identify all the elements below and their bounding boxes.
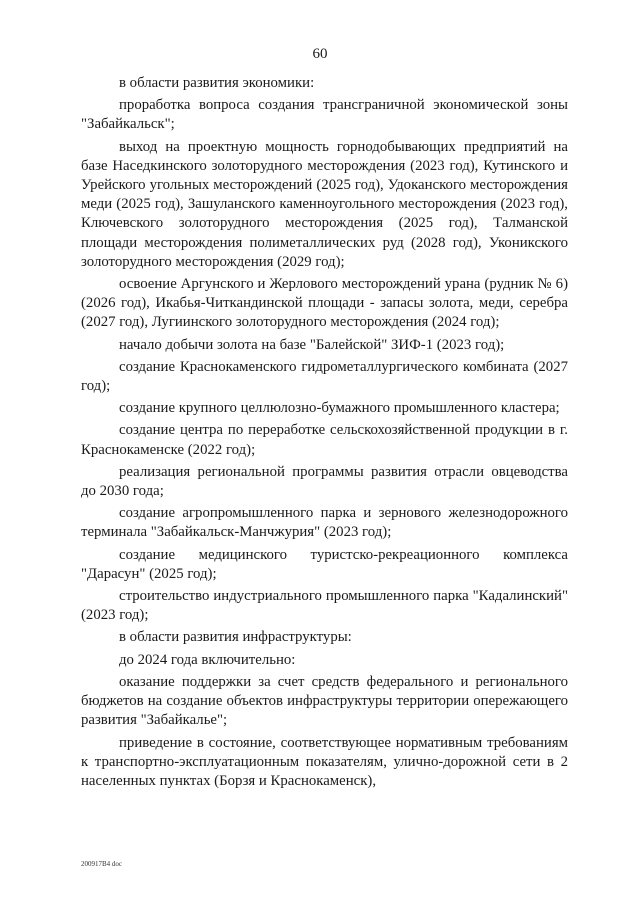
- paragraph: строительство индустриального промышленного парка "Кадалинский" (2023 год);: [81, 588, 568, 624]
- paragraph: создание центра по переработке сельскохозяйственной продукции в г. Краснокаменске (2022 год);: [81, 422, 568, 458]
- paragraph: в области развития экономики:: [119, 75, 315, 91]
- paragraph: освоение Аргунского и Жерлового месторождений урана (рудник № 6) (2026 год), Икабья-Читкандинской площади - запасы золота, меди, серебра (2027 год), Лугиинского золоторудного месторождения (2024 год);: [81, 276, 568, 331]
- paragraph: создание медицинского туристско-рекреационного комплекса "Дарасун" (2025 год);: [81, 546, 568, 582]
- section-heading: в области развития инфраструктуры:: [119, 629, 352, 646]
- paragraph: создание Краснокаменского гидрометаллургического комбината (2027 год);: [81, 358, 568, 395]
- document-footer: 200917В4 doc: [81, 860, 123, 868]
- document-body: [81, 74, 568, 794]
- paragraph: реализация региональной программы развития отрасли овцеводства до 2030 года;: [81, 463, 568, 500]
- page-number: 60: [312, 46, 328, 62]
- subsection-heading: до 2024 года включительно:: [119, 651, 296, 668]
- paragraph: оказание поддержки за счет средств федерального и регионального бюджетов на создание объектов инфраструктуры территории опережающего развития "Забайкалье";: [81, 673, 568, 729]
- paragraph: начало добычи золота на базе "Балейской" ЗИФ-1 (2023 год);: [119, 336, 505, 353]
- paragraph: выход на проектную мощность горнодобывающих предприятий на базе Наседкинского золоторудного месторождения (2023 год), Кутинского и Урейского угольных месторождений (2025 год), Удоканского месторождения меди (2025 год), Зашуланского каменноугольного месторождения (2023 год), Ключевского золоторудного месторождения (2025 год), Талманской площади месторождения полиметаллических руд (2028 год), Уконикского золоторудного месторождения (2029 год);: [81, 138, 568, 270]
- paragraph: создание агропромышленного парка и зернового железнодорожного терминала "Забайкальск-Манчжурия" (2023 год);: [81, 505, 568, 541]
- paragraph: создание крупного целлюлозно-бумажного промышленного кластера;: [119, 400, 560, 417]
- paragraph: приведение в состояние, соответствующее нормативным требованиям к транспортно-эксплуатационным показателям, улично-дорожной сети в 2 населенных пунктах (Борзя и Краснокаменск),: [81, 734, 568, 789]
- paragraph: проработка вопроса создания трансграничной экономической зоны "Забайкальск";: [81, 97, 568, 133]
